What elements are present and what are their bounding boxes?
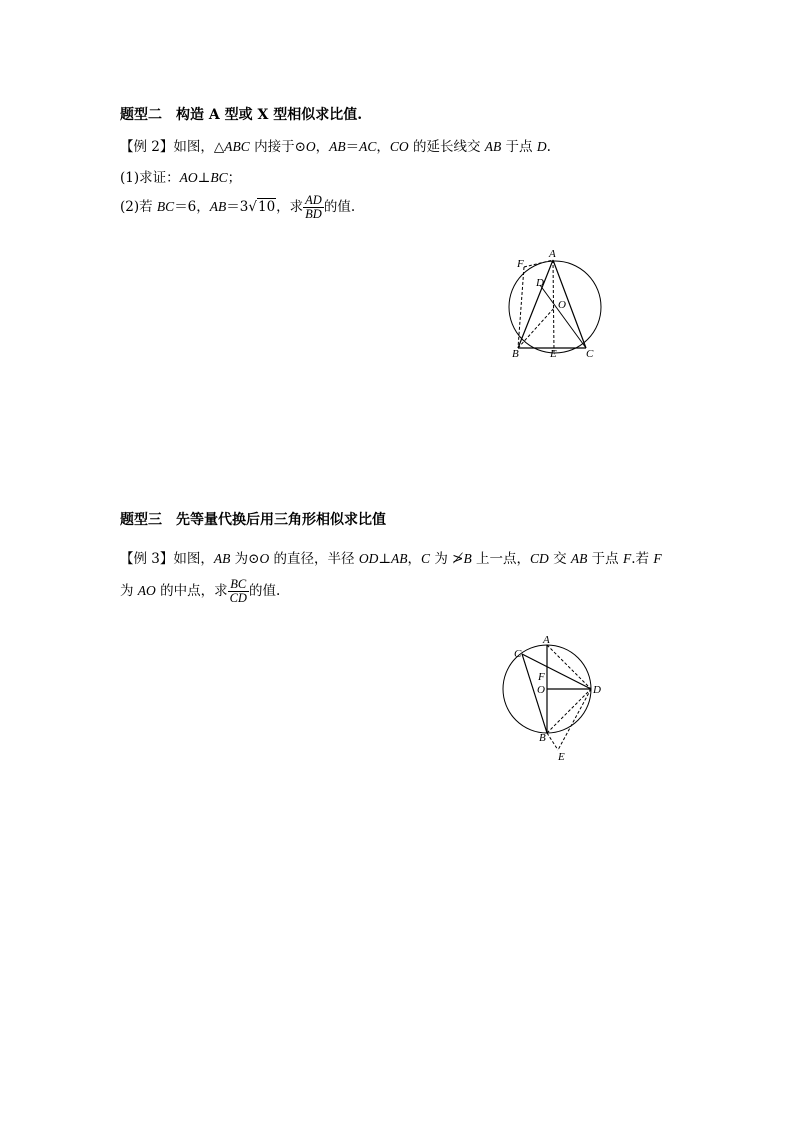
radicand: 10 — [257, 199, 276, 215]
text: 为 — [120, 583, 138, 599]
text: . — [546, 139, 551, 155]
text: (1)求证： — [120, 170, 180, 186]
math-ab: AB — [570, 551, 588, 566]
text: 交 — [548, 551, 571, 567]
label-f: F — [538, 671, 545, 683]
section2-heading: 题型二 构造 A 型或 X 型相似求比值. — [120, 107, 363, 123]
math-c: C — [421, 551, 431, 566]
text: 于点 — [587, 551, 623, 567]
math-ab: AB — [209, 199, 227, 214]
math-bc: BC — [156, 199, 175, 214]
segment-de — [558, 689, 591, 750]
text: .若 — [631, 551, 654, 567]
math-b: B — [463, 551, 472, 566]
label-o: O — [558, 299, 566, 311]
example3-question — [120, 578, 280, 605]
example3-statement — [120, 547, 662, 567]
text: 的中点，求 — [155, 583, 228, 599]
fraction-numerator: BC — [228, 578, 249, 592]
text: 于点 — [501, 139, 537, 155]
text: 如图，△ — [173, 139, 225, 155]
math-ao: AO — [137, 583, 156, 598]
math-bc: BC — [210, 170, 228, 185]
label-a: A — [543, 634, 550, 646]
math-ab: AB — [213, 551, 231, 566]
text: 为 — [430, 551, 453, 567]
arc-glyph: ≯ — [452, 551, 464, 567]
math-ab: AB — [484, 139, 502, 154]
label-b: B — [539, 732, 546, 744]
math-od: OD — [358, 551, 379, 566]
math-ab: AB — [329, 139, 346, 154]
label-c: C — [514, 648, 522, 660]
fraction-denominator: CD — [229, 591, 247, 605]
segment-bo — [518, 307, 555, 348]
label-d: D — [593, 684, 601, 696]
example3-label: 【例 3】 — [120, 551, 174, 567]
label-b: B — [512, 348, 519, 360]
text: ＝3 — [226, 199, 249, 215]
label-d: D — [536, 277, 544, 289]
fraction-ad-bd — [303, 194, 324, 221]
text: 如图， — [173, 551, 214, 567]
example2-question2 — [120, 194, 355, 221]
math-ab: AB — [391, 551, 408, 566]
label-o: O — [537, 684, 545, 696]
math-abc: ABC — [224, 139, 250, 154]
segment-be — [547, 733, 558, 750]
fraction-bc-cd — [228, 578, 249, 605]
text: ⊥ — [378, 551, 392, 567]
text: 的延长线交 — [408, 139, 485, 155]
math-f: F — [622, 551, 632, 566]
text: ， — [407, 551, 422, 567]
label-e: E — [558, 751, 565, 763]
text: ⊥ — [197, 170, 211, 186]
math-f: F — [653, 551, 662, 566]
fraction-numerator: AD — [305, 193, 322, 207]
math-o: O — [259, 551, 270, 566]
segment-fa — [524, 260, 553, 267]
text: (2)若 — [120, 199, 157, 215]
label-c: C — [586, 348, 594, 360]
text: ， — [376, 139, 390, 155]
text: ＝6， — [174, 199, 210, 215]
math-ao: AO — [179, 170, 198, 185]
section3-heading: 题型三 先等量代换后用三角形相似求比值 — [120, 512, 386, 528]
math-cd: CD — [530, 551, 549, 566]
math-co: CO — [389, 139, 409, 154]
text: ； — [227, 170, 242, 186]
text: 的值. — [248, 583, 281, 599]
example2-statement — [120, 135, 551, 155]
example2-question1 — [120, 166, 241, 186]
figure-example2 — [500, 245, 612, 365]
text: ， — [315, 139, 330, 155]
text: 为⊙ — [230, 551, 260, 567]
segment-bd — [547, 689, 591, 733]
text: 的值. — [323, 199, 356, 215]
math-d: D — [536, 139, 547, 154]
math-ac: AC — [359, 139, 377, 154]
sqrt-expression: √10 — [248, 199, 276, 215]
segment-ad — [547, 645, 591, 689]
text: ，求 — [276, 199, 304, 215]
label-f: F — [517, 258, 524, 270]
fraction-denominator: BD — [305, 207, 322, 221]
figure-example3 — [500, 630, 610, 765]
text: 内接于⊙ — [249, 139, 306, 155]
text: ＝ — [345, 139, 360, 155]
label-e: E — [550, 348, 557, 360]
example2-label: 【例 2】 — [120, 139, 174, 155]
text: 的直径，半径 — [269, 551, 359, 567]
segment-cd — [522, 654, 591, 689]
text: 上一点， — [471, 551, 531, 567]
math-o: O — [305, 139, 316, 154]
label-a: A — [549, 248, 556, 260]
segment-ae — [553, 260, 554, 352]
